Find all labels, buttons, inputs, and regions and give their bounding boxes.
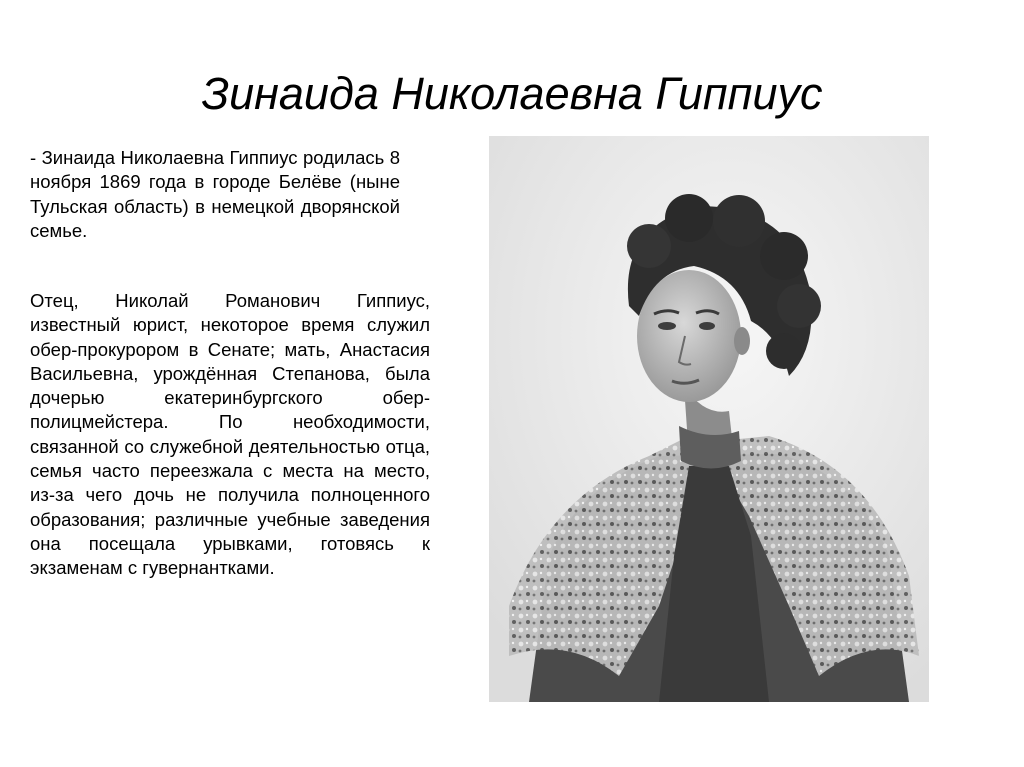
slide-title: Зинаида Николаевна Гиппиус	[201, 68, 823, 119]
paragraph-birth: - Зинаида Николаевна Гиппиус родилась 8 ноября 1869 года в городе Белёве (ныне Тульская область) в немецкой дворянской семье.	[30, 147, 400, 241]
paragraph-family: Отец, Николай Романович Гиппиус, известный юрист, некоторое время служил обер-прокурором в Сенате; мать, Анастасия Васильевна, урождённая Степанова, была дочерью екатеринбургского обер-полицмейстера. По необходимости, связанной со служебной деятельностью отца, семья часто переезжала с места на место, из-за чего дочь не получила полноценного образования; различные учебные заведения она посещала урывками, готовясь к экзаменам с гувернантками.	[30, 290, 430, 579]
portrait-photo	[489, 136, 929, 702]
